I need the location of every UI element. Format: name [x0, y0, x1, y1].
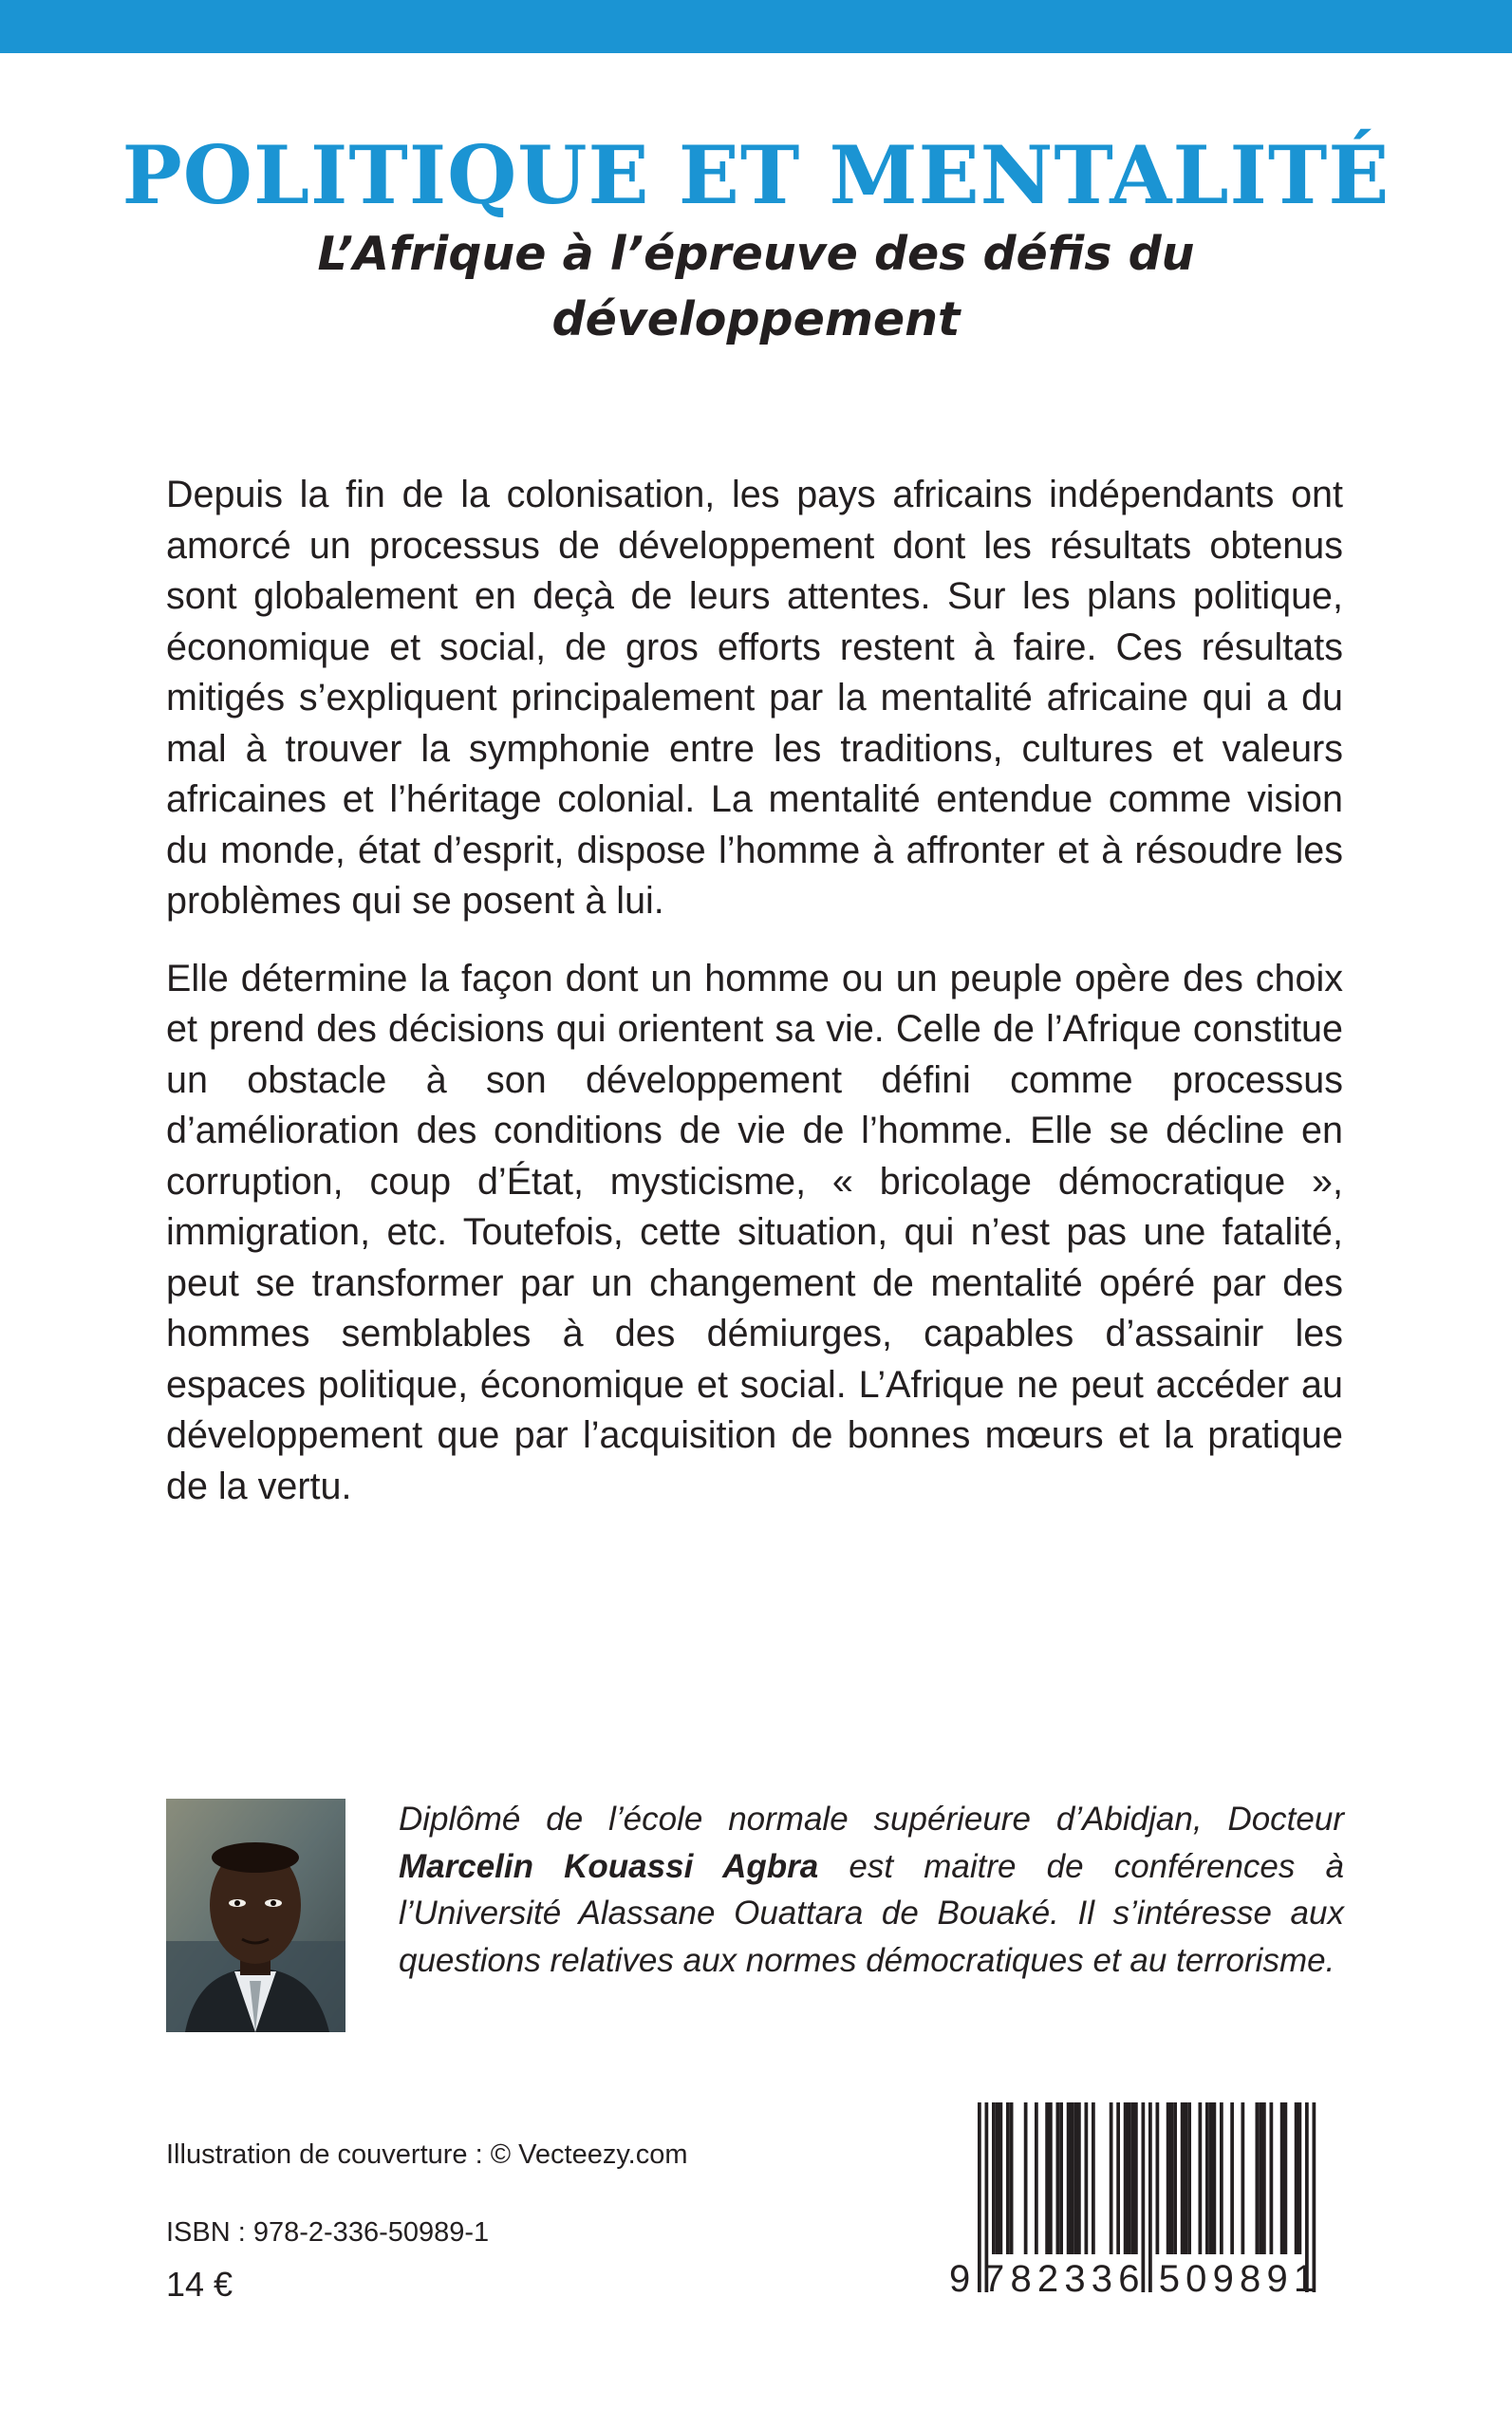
barcode-left-digits: 782336 [983, 2258, 1146, 2300]
author-photo [166, 1799, 345, 2032]
barcode-bar [996, 2102, 999, 2254]
author-bio-intro: Diplômé de l’école normale supérieure d’Abidjan, Docteur [399, 1801, 1344, 1838]
barcode-bar [1167, 2102, 1170, 2254]
barcode-bar [1156, 2102, 1160, 2254]
barcode-bar [1049, 2102, 1053, 2254]
barcode-bar [1035, 2102, 1038, 2254]
barcode-bar [1256, 2102, 1260, 2254]
barcode-bar [1059, 2102, 1063, 2254]
barcode-bar [1185, 2102, 1188, 2254]
barcode-bar [1262, 2102, 1266, 2254]
barcode-bar [1280, 2102, 1284, 2254]
barcode-bar [1213, 2102, 1217, 2254]
barcode-bar [1298, 2102, 1302, 2254]
barcode-bar [1045, 2102, 1049, 2254]
barcode-lead-digit: 9 [949, 2258, 977, 2300]
blurb-paragraph-1: Depuis la fin de la colonisation, les pays africains indépendants ont amorcé un processus de développement dont les résultats obtenus sont globalement en deçà de leurs attentes. Sur les plans politique, économique et social, de gros efforts restent à faire. Ces résultats mitigés s’expliquent principalement par la mentalité africaine qui a du mal à trouver la symphonie entre les traditions, cultures et valeurs africaines et l’héritage colonial. La mentalité entendue comme vision du monde, état d’esprit, dispose l’homme à affronter et à résoudre les problèmes qui se posent à lui. [166, 474, 1343, 922]
isbn-number: ISBN : 978-2-336-50989-1 [166, 2217, 490, 2248]
barcode-bar [1259, 2102, 1262, 2254]
barcode-bar [1010, 2102, 1014, 2254]
barcode-bar [1077, 2102, 1081, 2254]
barcode-bar [1130, 2102, 1134, 2254]
barcode-bar [1241, 2102, 1245, 2254]
barcode-bar [1284, 2102, 1288, 2254]
barcode-bar [1067, 2102, 1071, 2254]
top-color-band [0, 0, 1512, 53]
barcode-bar [999, 2102, 1003, 2254]
author-name: Marcelin Kouassi Agbra [399, 1847, 819, 1885]
barcode-bar [1128, 2102, 1131, 2254]
barcode-bar [1092, 2102, 1095, 2254]
barcode-bar [1220, 2102, 1223, 2254]
author-bio-details: est maitre de conférences à l’Université Alassane Ouattara de Bouaké. Il s’intéresse aux questions relatives aux normes démocratiques et au terrorisme. [399, 1847, 1344, 1979]
barcode-bar [992, 2102, 996, 2254]
book-subtitle: L’Afrique à l’épreuve des défis du développement [317, 227, 1195, 346]
barcode-bar [1170, 2102, 1174, 2254]
cover-illustration-credit: Illustration de couverture : © Vecteezy.com [166, 2139, 688, 2170]
barcode-bar [1181, 2102, 1185, 2254]
barcode-bar [1270, 2102, 1274, 2254]
book-price: 14 € [166, 2265, 233, 2304]
barcode-bar [1295, 2102, 1298, 2254]
barcode-bar [1230, 2102, 1234, 2254]
barcode-right-digits: 509891 [1158, 2258, 1321, 2300]
barcode-bar [1073, 2102, 1077, 2254]
barcode-bar [1199, 2102, 1203, 2254]
barcode-bar [1110, 2102, 1113, 2254]
barcode-bar [1085, 2102, 1089, 2254]
barcode-bar [1071, 2102, 1074, 2254]
barcode-bar [1173, 2102, 1177, 2254]
barcode-digits [949, 2252, 1344, 2306]
barcode-bar [1187, 2102, 1191, 2254]
barcode-bar [1116, 2102, 1120, 2254]
blurb-paragraph-2: Elle détermine la façon dont un homme ou un peuple opère des choix et prend des décisions qui orientent sa vie. Celle de l’Afrique constitue un obstacle à son développement défini comme processus d’amélioration des conditions de vie de l’homme. Elle se décline en corruption, coup d’État, mysticisme, « bricolage démocratique », immigration, etc. Toutefois, cette situation, qui n’est pas une fatalité, peut se transformer par un changement de mentalité opéré par des hommes semblables à des démiurges, capables d’assainir les espaces politique, économique et social. L’Afrique ne peut accéder au développement que par l’acquisition de bonnes mœurs et la pratique de la vertu. [166, 957, 1343, 1507]
book-title: POLITIQUE ET MENTALITÉ [121, 128, 1391, 222]
author-bio [399, 1796, 1344, 1984]
barcode-bar [1209, 2102, 1213, 2254]
barcode-bar [1205, 2102, 1209, 2254]
barcode-bar [1124, 2102, 1128, 2254]
barcode-bar [1024, 2102, 1028, 2254]
barcode-bar [1134, 2102, 1138, 2254]
barcode-bar [1056, 2102, 1060, 2254]
back-cover-blurb [166, 470, 1343, 1512]
barcode-bar [1006, 2102, 1010, 2254]
